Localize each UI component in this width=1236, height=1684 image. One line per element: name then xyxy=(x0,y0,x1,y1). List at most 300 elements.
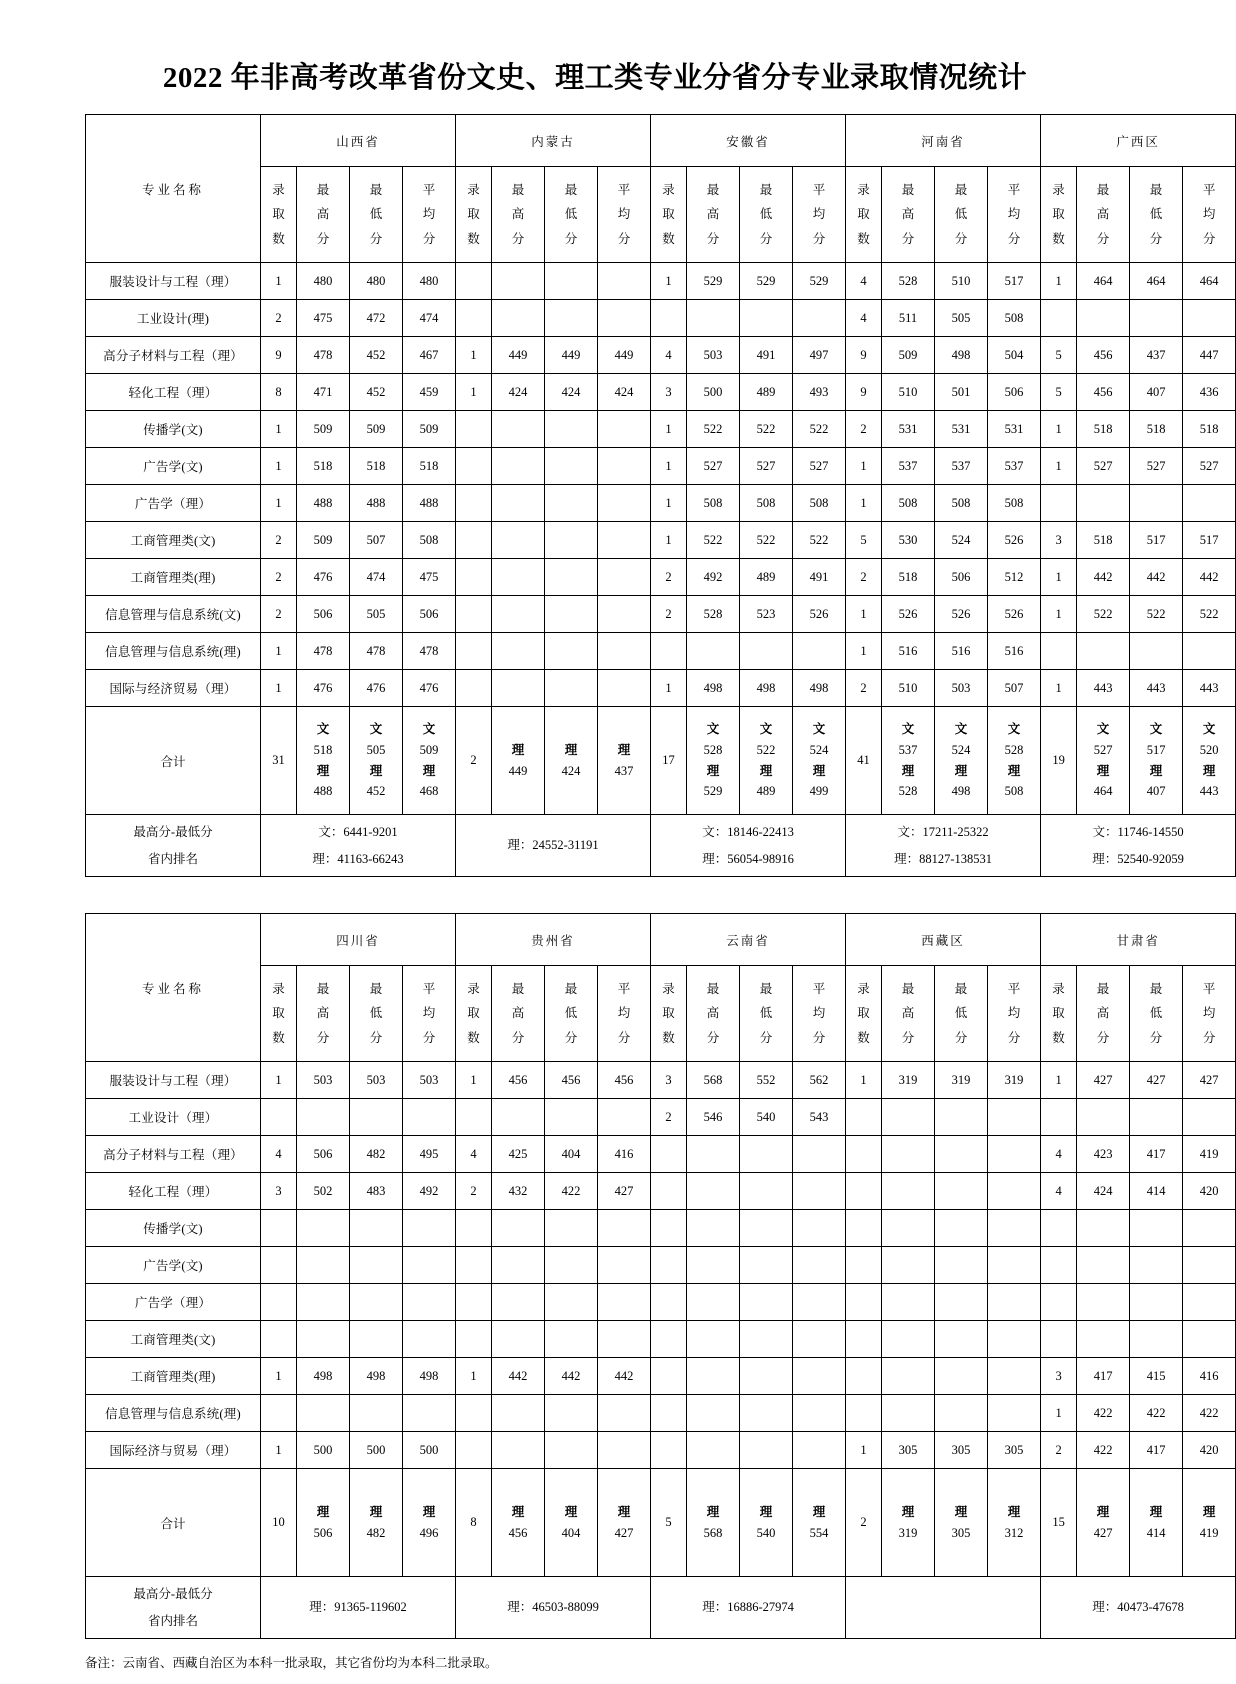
lowest-score-cell xyxy=(545,522,598,559)
rank-li: 理：24552-31191 xyxy=(507,838,599,852)
highest-score-cell: 443 xyxy=(1077,670,1130,707)
lowest-score-cell: 506 xyxy=(935,559,988,596)
enrolled-count-cell xyxy=(456,1099,492,1136)
highest-score-cell: 508 xyxy=(687,485,740,522)
header-lowest-score-2: 最 低 分 xyxy=(545,966,598,1062)
major-name-cell: 传播学(文) xyxy=(86,411,261,448)
average-score-cell: 529 xyxy=(793,263,846,300)
li-label: 理 xyxy=(369,763,383,778)
highest-score-cell xyxy=(882,1358,935,1395)
enrolled-count-cell xyxy=(1041,1099,1077,1136)
total-lowest-score-cell xyxy=(1130,1469,1183,1577)
average-score-cell xyxy=(988,1210,1041,1247)
lowest-score-cell: 407 xyxy=(1130,374,1183,411)
major-name-cell: 广告学（理） xyxy=(86,485,261,522)
enrolled-count-cell xyxy=(261,1210,297,1247)
lowest-score-cell xyxy=(740,1395,793,1432)
total-average-score-cell xyxy=(988,1469,1041,1577)
page-title: 2022 年非高考改革省份文史、理工类专业分省分专业录取情况统计 xyxy=(162,62,1028,94)
lowest-score-cell xyxy=(935,1173,988,1210)
enrolled-count-cell: 1 xyxy=(651,263,687,300)
lowest-score-cell: 417 xyxy=(1130,1136,1183,1173)
rank-li: 理：88127-138531 xyxy=(894,851,993,866)
wen-label: 文 xyxy=(1202,722,1216,737)
enrolled-count-cell: 1 xyxy=(1041,1395,1077,1432)
rank-wen: 文：18146-22413 xyxy=(702,825,794,840)
average-score-cell xyxy=(793,1247,846,1284)
highest-score-cell: 425 xyxy=(492,1136,545,1173)
header-average-score-4: 平 均 分 xyxy=(988,167,1041,263)
enrolled-count-cell xyxy=(261,1284,297,1321)
highest-score-cell xyxy=(687,1136,740,1173)
average-score-cell: 497 xyxy=(793,337,846,374)
header-enrolled-count-4: 录 取 数 xyxy=(846,966,882,1062)
lowest-score-cell: 417 xyxy=(1130,1432,1183,1469)
average-score-cell: 427 xyxy=(598,1173,651,1210)
enrolled-count-cell xyxy=(261,1247,297,1284)
major-name-cell: 高分子材料与工程（理） xyxy=(86,1136,261,1173)
wen-value: 528 xyxy=(703,742,723,757)
average-score-cell: 443 xyxy=(1183,670,1236,707)
province-header-1: 四川省 xyxy=(261,914,456,966)
highest-score-cell: 506 xyxy=(297,596,350,633)
enrolled-count-cell: 3 xyxy=(651,1062,687,1099)
wen-value: 517 xyxy=(1146,742,1166,757)
major-name-cell: 工业设计（理） xyxy=(86,1099,261,1136)
highest-score-cell: 500 xyxy=(687,374,740,411)
highest-score-cell: 498 xyxy=(297,1358,350,1395)
table-row xyxy=(86,1099,1236,1136)
lowest-score-cell xyxy=(1130,633,1183,670)
lowest-score-cell xyxy=(545,1210,598,1247)
lowest-score-cell: 505 xyxy=(350,596,403,633)
total-average-score-cell xyxy=(598,707,651,815)
highest-score-cell: 498 xyxy=(687,670,740,707)
highest-score-cell: 527 xyxy=(687,448,740,485)
lowest-score-cell xyxy=(545,448,598,485)
enrolled-count-cell xyxy=(651,1173,687,1210)
header-lowest-score-4: 最 低 分 xyxy=(935,966,988,1062)
average-score-cell: 427 xyxy=(1183,1062,1236,1099)
rank-li: 理：46503-88099 xyxy=(507,1600,599,1614)
enrolled-count-cell xyxy=(456,1284,492,1321)
highest-score-cell: 509 xyxy=(297,411,350,448)
highest-score-cell xyxy=(297,1210,350,1247)
li-value: 499 xyxy=(809,784,829,799)
major-name-cell: 国际与经济贸易（理） xyxy=(86,670,261,707)
li-value: 496 xyxy=(419,1525,439,1540)
major-name-cell: 工商管理类(理) xyxy=(86,1358,261,1395)
major-name-cell: 工商管理类(文) xyxy=(86,1321,261,1358)
enrolled-count-cell xyxy=(1041,1210,1077,1247)
total-average-score-cell xyxy=(403,1469,456,1577)
lowest-score-cell xyxy=(1130,1321,1183,1358)
wen-value: 524 xyxy=(809,742,829,757)
lowest-score-cell xyxy=(740,1173,793,1210)
wen-value: 520 xyxy=(1199,742,1219,757)
li-label: 理 xyxy=(1096,1504,1110,1519)
li-label: 理 xyxy=(564,1504,578,1519)
average-score-cell xyxy=(598,670,651,707)
header-enrolled-count-1: 录 取 数 xyxy=(261,966,297,1062)
enrolled-count-cell xyxy=(846,1321,882,1358)
li-label: 理 xyxy=(706,763,720,778)
enrolled-count-cell: 1 xyxy=(456,1358,492,1395)
header-enrolled-count-3: 录 取 数 xyxy=(651,167,687,263)
total-highest-score-cell xyxy=(492,1469,545,1577)
enrolled-count-cell: 1 xyxy=(1041,1062,1077,1099)
lowest-score-cell: 464 xyxy=(1130,263,1183,300)
total-lowest-score-cell xyxy=(740,1469,793,1577)
li-label: 理 xyxy=(759,763,773,778)
table-wrapper-part1 xyxy=(85,114,1219,877)
enrolled-count-cell xyxy=(456,300,492,337)
header-average-score-1: 平 均 分 xyxy=(403,966,456,1062)
average-score-cell: 516 xyxy=(988,633,1041,670)
highest-score-cell xyxy=(1077,300,1130,337)
total-enrolled-count-cell: 17 xyxy=(651,707,687,815)
enrolled-count-cell xyxy=(846,1395,882,1432)
province-header-2: 内蒙古 xyxy=(456,115,651,167)
total-highest-score-cell xyxy=(297,1469,350,1577)
average-score-cell xyxy=(598,1099,651,1136)
average-score-cell xyxy=(793,1432,846,1469)
li-value: 489 xyxy=(756,784,776,799)
highest-score-cell xyxy=(492,559,545,596)
highest-score-cell xyxy=(492,596,545,633)
average-score-cell: 436 xyxy=(1183,374,1236,411)
lowest-score-cell: 498 xyxy=(740,670,793,707)
enrolled-count-cell xyxy=(846,1173,882,1210)
li-label: 理 xyxy=(1007,763,1021,778)
highest-score-cell: 471 xyxy=(297,374,350,411)
total-average-score-cell xyxy=(403,707,456,815)
enrolled-count-cell: 1 xyxy=(261,1358,297,1395)
lowest-score-cell xyxy=(935,1321,988,1358)
rank-value-cell-1 xyxy=(261,815,456,877)
enrolled-count-cell: 2 xyxy=(651,559,687,596)
wen-value: 527 xyxy=(1093,742,1113,757)
lowest-score-cell: 503 xyxy=(935,670,988,707)
table-row xyxy=(86,263,1236,300)
highest-score-cell xyxy=(492,1099,545,1136)
lowest-score-cell xyxy=(545,1432,598,1469)
lowest-score-cell: 540 xyxy=(740,1099,793,1136)
li-value: 319 xyxy=(898,1525,918,1540)
major-name-cell: 广告学(文) xyxy=(86,1247,261,1284)
major-name-cell: 传播学(文) xyxy=(86,1210,261,1247)
highest-score-cell xyxy=(687,633,740,670)
average-score-cell: 562 xyxy=(793,1062,846,1099)
average-score-cell xyxy=(598,300,651,337)
header-average-score-5: 平 均 分 xyxy=(1183,167,1236,263)
enrolled-count-cell: 1 xyxy=(261,263,297,300)
header-highest-score-4: 最 高 分 xyxy=(882,966,935,1062)
lowest-score-cell: 491 xyxy=(740,337,793,374)
table-total-row xyxy=(86,1469,1236,1577)
average-score-cell xyxy=(988,1099,1041,1136)
lowest-score-cell: 522 xyxy=(740,411,793,448)
lowest-score-cell xyxy=(350,1321,403,1358)
li-label: 理 xyxy=(1007,1504,1021,1519)
average-score-cell xyxy=(793,1395,846,1432)
highest-score-cell: 422 xyxy=(1077,1395,1130,1432)
lowest-score-cell xyxy=(1130,1099,1183,1136)
enrolled-count-cell: 1 xyxy=(651,522,687,559)
li-value: 498 xyxy=(951,784,971,799)
highest-score-cell xyxy=(492,300,545,337)
rank-value-cell-4 xyxy=(846,815,1041,877)
li-value: 449 xyxy=(508,763,528,778)
highest-score-cell xyxy=(687,300,740,337)
table-row xyxy=(86,1395,1236,1432)
major-name-cell: 广告学（理） xyxy=(86,1284,261,1321)
li-value: 419 xyxy=(1199,1525,1219,1540)
highest-score-cell xyxy=(882,1284,935,1321)
li-label: 理 xyxy=(422,1504,436,1519)
province-header-1: 山西省 xyxy=(261,115,456,167)
li-label: 理 xyxy=(1202,1504,1216,1519)
highest-score-cell xyxy=(882,1247,935,1284)
highest-score-cell: 476 xyxy=(297,670,350,707)
lowest-score-cell: 503 xyxy=(350,1062,403,1099)
highest-score-cell: 537 xyxy=(882,448,935,485)
header-enrolled-count-2: 录 取 数 xyxy=(456,167,492,263)
average-score-cell: 498 xyxy=(403,1358,456,1395)
province-header-5: 广西区 xyxy=(1041,115,1236,167)
li-value: 404 xyxy=(561,1525,581,1540)
average-score-cell: 522 xyxy=(793,411,846,448)
enrolled-count-cell xyxy=(456,411,492,448)
enrolled-count-cell xyxy=(261,1099,297,1136)
rank-value-cell-2 xyxy=(456,1577,651,1639)
table-row xyxy=(86,1136,1236,1173)
li-value: 424 xyxy=(561,763,581,778)
li-value: 488 xyxy=(313,784,333,799)
highest-score-cell xyxy=(687,1247,740,1284)
enrolled-count-cell: 5 xyxy=(846,522,882,559)
average-score-cell: 464 xyxy=(1183,263,1236,300)
wen-value: 518 xyxy=(313,742,333,757)
average-score-cell: 527 xyxy=(1183,448,1236,485)
total-enrolled-count-cell: 41 xyxy=(846,707,882,815)
highest-score-cell xyxy=(297,1284,350,1321)
wen-label: 文 xyxy=(422,722,436,737)
average-score-cell xyxy=(793,1321,846,1358)
total-enrolled-count-cell: 8 xyxy=(456,1469,492,1577)
highest-score-cell: 424 xyxy=(492,374,545,411)
average-score-cell: 498 xyxy=(793,670,846,707)
average-score-cell: 508 xyxy=(793,485,846,522)
li-label: 理 xyxy=(1096,763,1110,778)
average-score-cell xyxy=(793,633,846,670)
lowest-score-cell xyxy=(350,1099,403,1136)
average-score-cell xyxy=(403,1247,456,1284)
li-value: 554 xyxy=(809,1525,829,1540)
highest-score-cell xyxy=(492,1284,545,1321)
lowest-score-cell xyxy=(935,1099,988,1136)
table-row xyxy=(86,1321,1236,1358)
lowest-score-cell: 518 xyxy=(1130,411,1183,448)
li-label: 理 xyxy=(316,1504,330,1519)
major-name-cell: 国际经济与贸易（理） xyxy=(86,1432,261,1469)
enrolled-count-cell: 4 xyxy=(846,263,882,300)
table-row xyxy=(86,559,1236,596)
highest-score-cell xyxy=(492,1210,545,1247)
rank-wen: 文：17211-25322 xyxy=(897,825,989,840)
average-score-cell xyxy=(988,1284,1041,1321)
enrolled-count-cell: 4 xyxy=(846,300,882,337)
highest-score-cell xyxy=(1077,633,1130,670)
highest-score-cell xyxy=(492,1321,545,1358)
highest-score-cell: 500 xyxy=(297,1432,350,1469)
average-score-cell xyxy=(598,1247,651,1284)
enrolled-count-cell xyxy=(651,633,687,670)
enrolled-count-cell: 3 xyxy=(651,374,687,411)
average-score-cell: 506 xyxy=(403,596,456,633)
average-score-cell: 504 xyxy=(988,337,1041,374)
highest-score-cell xyxy=(1077,1210,1130,1247)
rank-wen: 文：6441-9201 xyxy=(318,825,398,840)
rank-wen: 文：11746-14550 xyxy=(1092,825,1184,840)
li-label: 理 xyxy=(316,763,330,778)
wen-label: 文 xyxy=(954,722,968,737)
average-score-cell: 449 xyxy=(598,337,651,374)
enrolled-count-cell: 1 xyxy=(261,633,297,670)
highest-score-cell: 518 xyxy=(882,559,935,596)
average-score-cell: 419 xyxy=(1183,1136,1236,1173)
lowest-score-cell xyxy=(545,411,598,448)
lowest-score-cell xyxy=(935,1284,988,1321)
enrolled-count-cell: 1 xyxy=(651,448,687,485)
total-highest-score-cell xyxy=(687,1469,740,1577)
highest-score-cell: 502 xyxy=(297,1173,350,1210)
rank-li: 理：40473-47678 xyxy=(1092,1600,1184,1614)
total-enrolled-count-cell: 19 xyxy=(1041,707,1077,815)
average-score-cell xyxy=(988,1136,1041,1173)
total-lowest-score-cell xyxy=(545,1469,598,1577)
enrolled-count-cell: 1 xyxy=(846,485,882,522)
highest-score-cell: 488 xyxy=(297,485,350,522)
enrolled-count-cell: 8 xyxy=(261,374,297,411)
average-score-cell xyxy=(598,1395,651,1432)
lowest-score-cell: 537 xyxy=(935,448,988,485)
province-header-4: 西藏区 xyxy=(846,914,1041,966)
lowest-score-cell: 482 xyxy=(350,1136,403,1173)
average-score-cell xyxy=(793,1284,846,1321)
lowest-score-cell xyxy=(545,485,598,522)
average-score-cell: 491 xyxy=(793,559,846,596)
enrolled-count-cell xyxy=(846,1247,882,1284)
average-score-cell xyxy=(598,1284,651,1321)
lowest-score-cell: 424 xyxy=(545,374,598,411)
lowest-score-cell xyxy=(545,1395,598,1432)
table-row xyxy=(86,522,1236,559)
enrolled-count-cell xyxy=(456,1432,492,1469)
table-row xyxy=(86,337,1236,374)
total-highest-score-cell xyxy=(1077,707,1130,815)
enrolled-count-cell: 1 xyxy=(261,485,297,522)
enrolled-count-cell: 2 xyxy=(846,670,882,707)
enrolled-count-cell: 2 xyxy=(261,559,297,596)
major-name-cell: 广告学(文) xyxy=(86,448,261,485)
highest-score-cell xyxy=(687,1284,740,1321)
recruitment-table-part2 xyxy=(85,913,1236,1639)
average-score-cell: 512 xyxy=(988,559,1041,596)
table-row xyxy=(86,485,1236,522)
enrolled-count-cell xyxy=(1041,633,1077,670)
li-value: 506 xyxy=(313,1525,333,1540)
lowest-score-cell: 531 xyxy=(935,411,988,448)
enrolled-count-cell: 1 xyxy=(1041,559,1077,596)
table-row xyxy=(86,1173,1236,1210)
highest-score-cell: 528 xyxy=(687,596,740,633)
average-score-cell xyxy=(598,1210,651,1247)
highest-score-cell: 305 xyxy=(882,1432,935,1469)
total-label-cell: 合计 xyxy=(86,1469,261,1577)
highest-score-cell xyxy=(1077,1284,1130,1321)
lowest-score-cell: 437 xyxy=(1130,337,1183,374)
lowest-score-cell: 422 xyxy=(545,1173,598,1210)
table-row xyxy=(86,374,1236,411)
highest-score-cell: 546 xyxy=(687,1099,740,1136)
total-highest-score-cell xyxy=(492,707,545,815)
highest-score-cell xyxy=(882,1395,935,1432)
enrolled-count-cell: 3 xyxy=(261,1173,297,1210)
average-score-cell xyxy=(598,596,651,633)
header-highest-score-5: 最 高 分 xyxy=(1077,167,1130,263)
lowest-score-cell: 414 xyxy=(1130,1173,1183,1210)
enrolled-count-cell xyxy=(1041,1284,1077,1321)
li-value: 464 xyxy=(1093,784,1113,799)
average-score-cell: 506 xyxy=(988,374,1041,411)
li-label: 理 xyxy=(901,1504,915,1519)
average-score-cell xyxy=(1183,1321,1236,1358)
total-lowest-score-cell xyxy=(350,707,403,815)
lowest-score-cell: 518 xyxy=(350,448,403,485)
enrolled-count-cell: 1 xyxy=(1041,670,1077,707)
enrolled-count-cell xyxy=(846,1284,882,1321)
rank-label-cell: 最高分-最低分 省内排名 xyxy=(86,815,261,877)
header-average-score-5: 平 均 分 xyxy=(1183,966,1236,1062)
total-label-cell: 合计 xyxy=(86,707,261,815)
average-score-cell: 424 xyxy=(598,374,651,411)
average-score-cell: 478 xyxy=(403,633,456,670)
li-value: 540 xyxy=(756,1525,776,1540)
li-label: 理 xyxy=(1202,763,1216,778)
lowest-score-cell: 527 xyxy=(740,448,793,485)
province-header-5: 甘肃省 xyxy=(1041,914,1236,966)
table-row xyxy=(86,411,1236,448)
li-label: 理 xyxy=(617,742,631,757)
li-value: 568 xyxy=(703,1525,723,1540)
rank-value-cell-4 xyxy=(846,1577,1041,1639)
lowest-score-cell xyxy=(740,1358,793,1395)
table-row xyxy=(86,1358,1236,1395)
header-lowest-score-3: 最 低 分 xyxy=(740,966,793,1062)
average-score-cell: 319 xyxy=(988,1062,1041,1099)
lowest-score-cell: 523 xyxy=(740,596,793,633)
average-score-cell: 526 xyxy=(988,522,1041,559)
highest-score-cell xyxy=(297,1099,350,1136)
lowest-score-cell xyxy=(350,1247,403,1284)
enrolled-count-cell xyxy=(651,1358,687,1395)
highest-score-cell xyxy=(1077,1247,1130,1284)
lowest-score-cell: 527 xyxy=(1130,448,1183,485)
table-total-row xyxy=(86,707,1236,815)
li-label: 理 xyxy=(954,1504,968,1519)
wen-label: 文 xyxy=(706,722,720,737)
